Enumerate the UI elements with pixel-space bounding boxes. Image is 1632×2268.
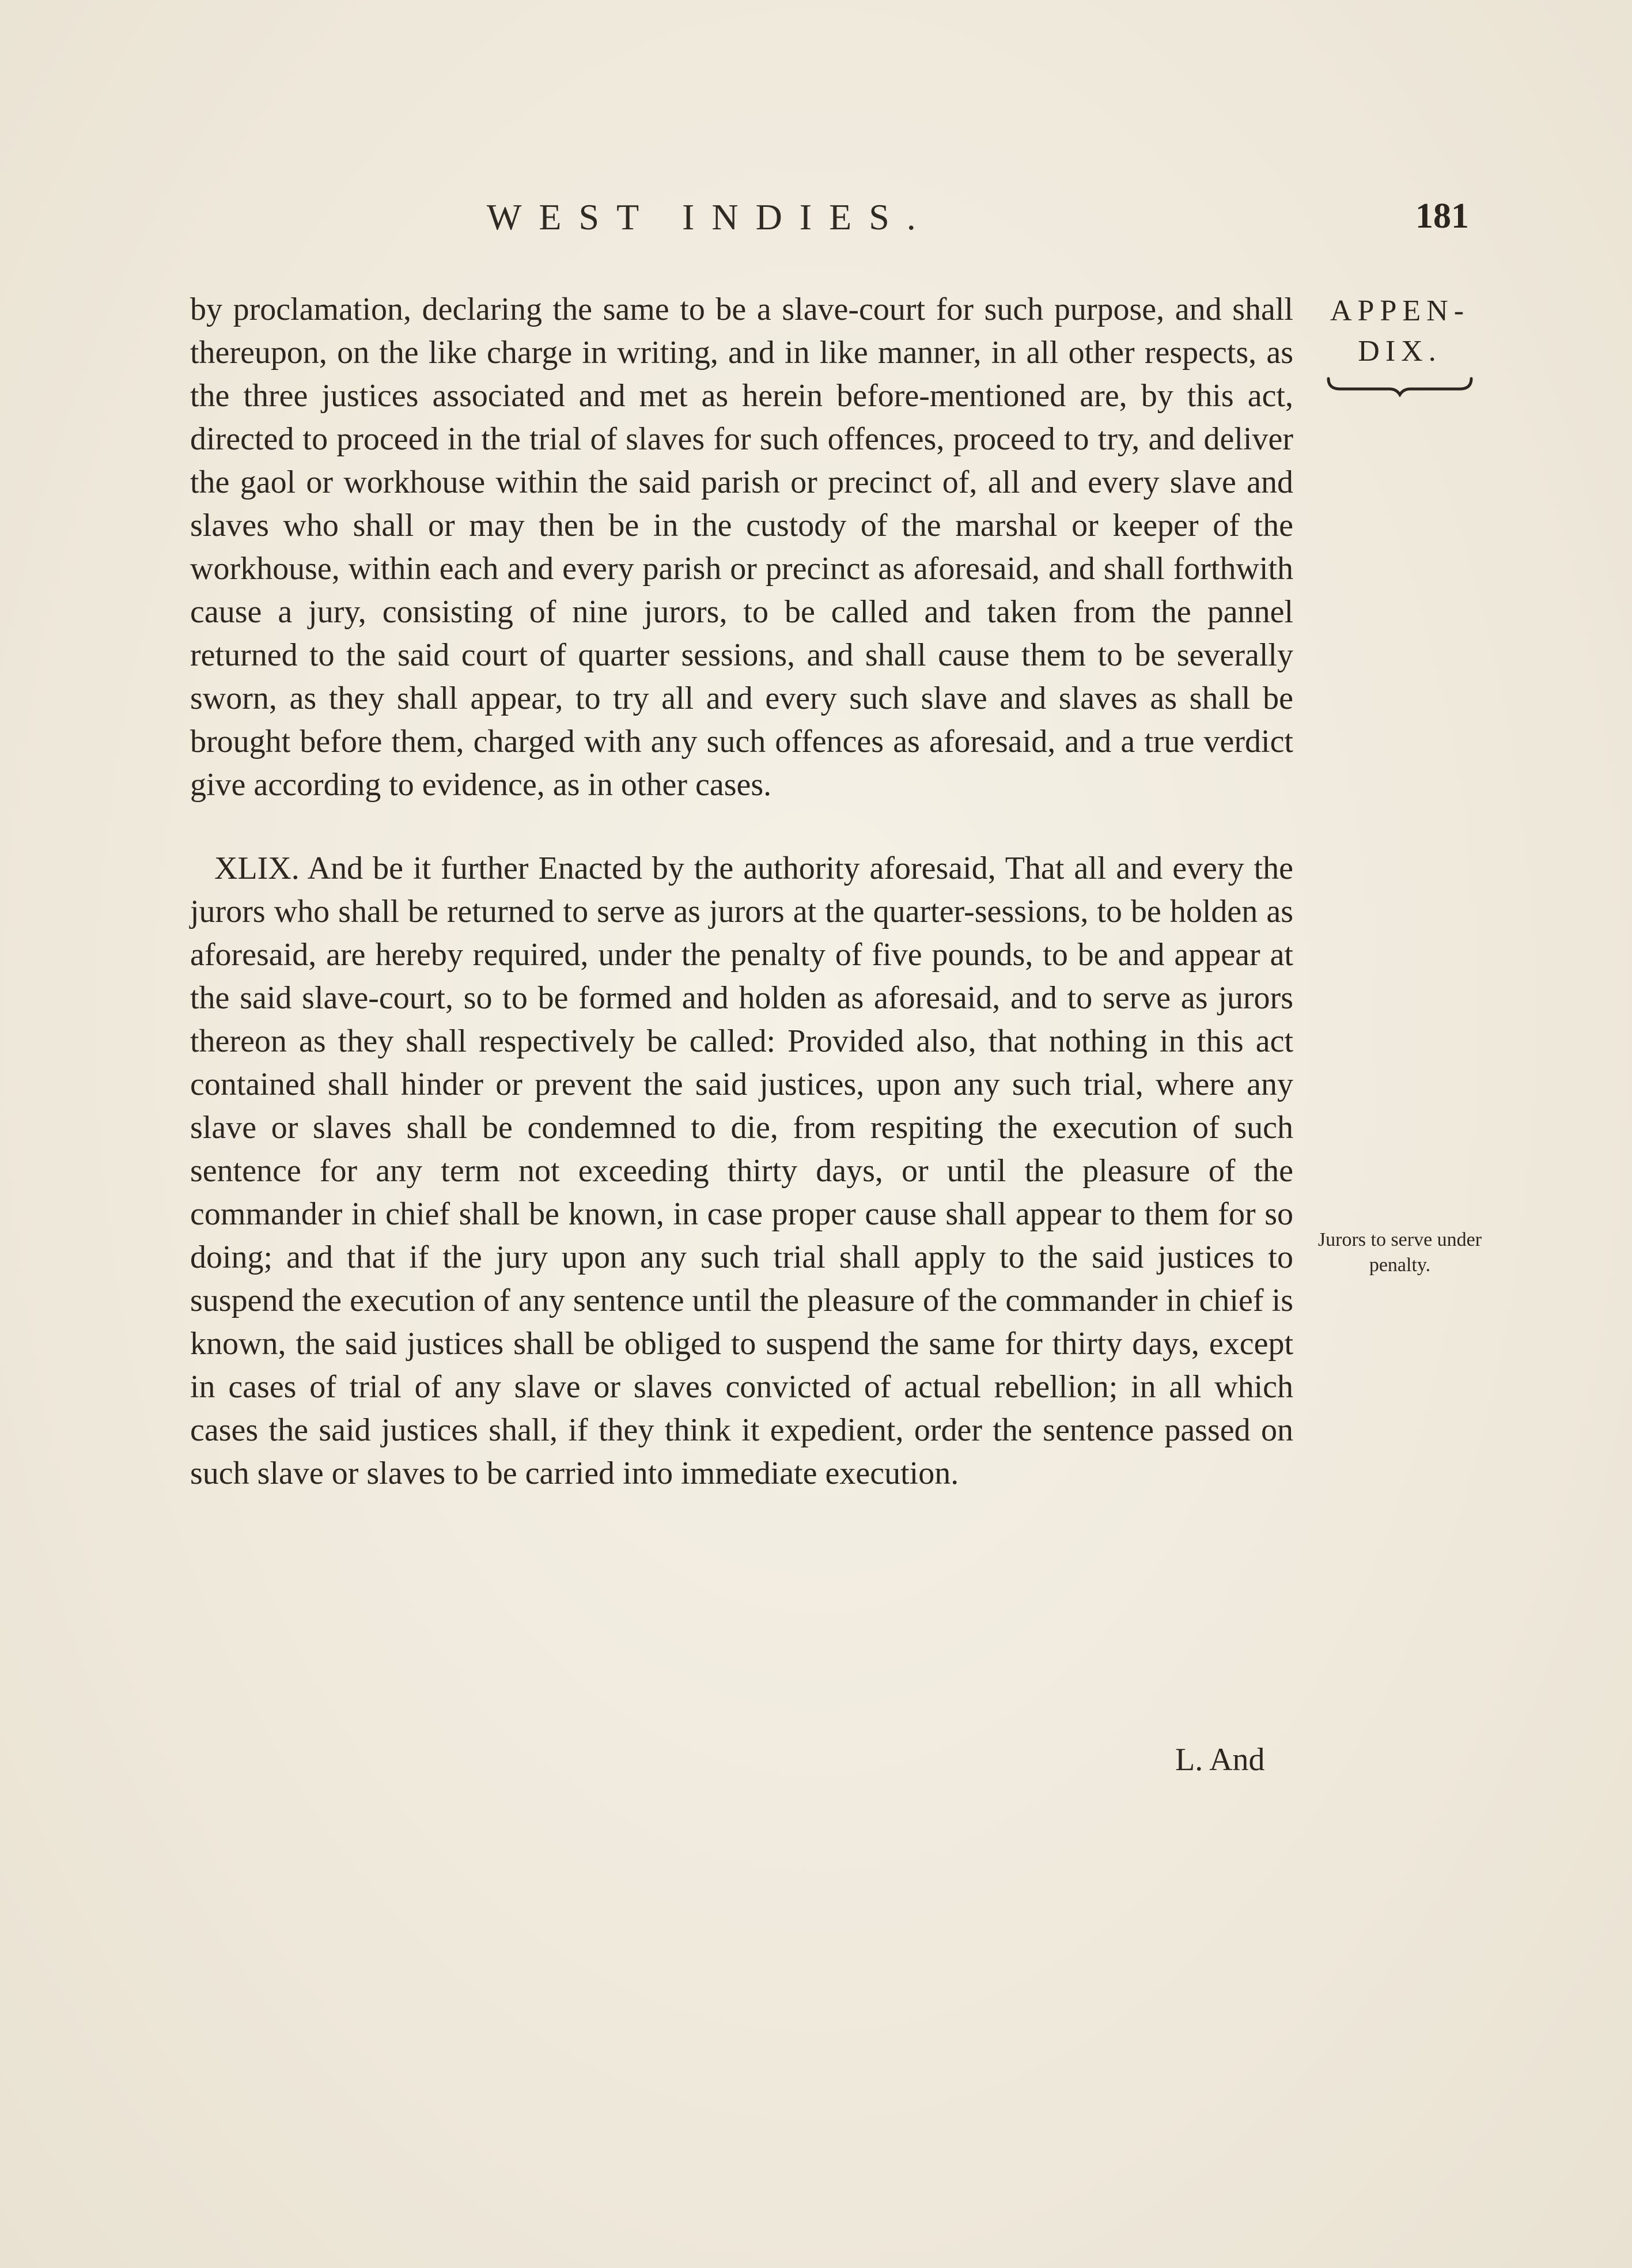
paragraph-section-xlix: XLIX. And be it further Enacted by the authority aforesaid, That all and every the jurors who shall be returned to serve as jurors at the quarter-sessions, to be holden as aforesaid, are hereby required, under the penalty of five pounds, to be and appear at the said slave-court, so to be formed and holden as aforesaid, and to serve as jurors thereon as they shall respectively be called: Provided also, that nothing in this act contained shall hinder or prevent the said justices, upon any such trial, where any slave or slaves shall be condemned to die, from respiting the execution of such sentence for any term not exceeding thirty days, or until the pleasure of the commander in chief shall be known, in case proper cause shall appear to them for so doing; and that if the jury upon any such trial shall apply to the said justices to suspend the execution of any sentence until the pleasure of the commander in chief is known, the said justices shall be obliged to suspend the same for thirty days, except in cases of trial of any slave or slaves convicted of actual rebellion; in all which cases the said justices shall, if they think it expedient, order the sentence passed on such slave or slaves to be carried into immediate execution. <box>190 850 1293 1491</box>
appendix-label-line-2: DIX. <box>1358 335 1442 368</box>
marginal-note: Jurors to serve under penalty. <box>1317 1229 1482 1276</box>
page-header <box>190 196 1469 248</box>
catchword: L. And <box>1175 1742 1265 1778</box>
main-text <box>190 288 1293 1495</box>
running-title: WEST INDIES. <box>487 196 933 237</box>
margin-column <box>1313 291 1486 1276</box>
brace-ornament-icon <box>1325 374 1475 397</box>
appendix-label <box>1313 291 1486 372</box>
page-number: 181 <box>1415 196 1469 236</box>
paragraph-continued: by proclamation, declaring the same to be a slave-court for such purpose, and shall thereupon, on the like charge in writing, and in like manner, in all other respects, as the three justices associated and met as herein before-mentioned are, by this act, directed to proceed in the trial of slaves for such offences, proceed to try, and deliver the gaol or workhouse within the said parish or precinct of, all and every slave and slaves who shall or may then be in the custody of the marshal or keeper of the workhouse, within each and every parish or precinct as aforesaid, and shall forthwith cause a jury, consisting of nine jurors, to be called and taken from the pannel returned to the said court of quarter sessions, and shall cause them to be severally sworn, as they shall appear, to try all and every such slave and slaves as shall be brought before them, charged with any such offences as aforesaid, and a true verdict give according to evidence, as in other cases. <box>190 292 1293 803</box>
appendix-label-line-1: APPEN- <box>1330 294 1470 327</box>
